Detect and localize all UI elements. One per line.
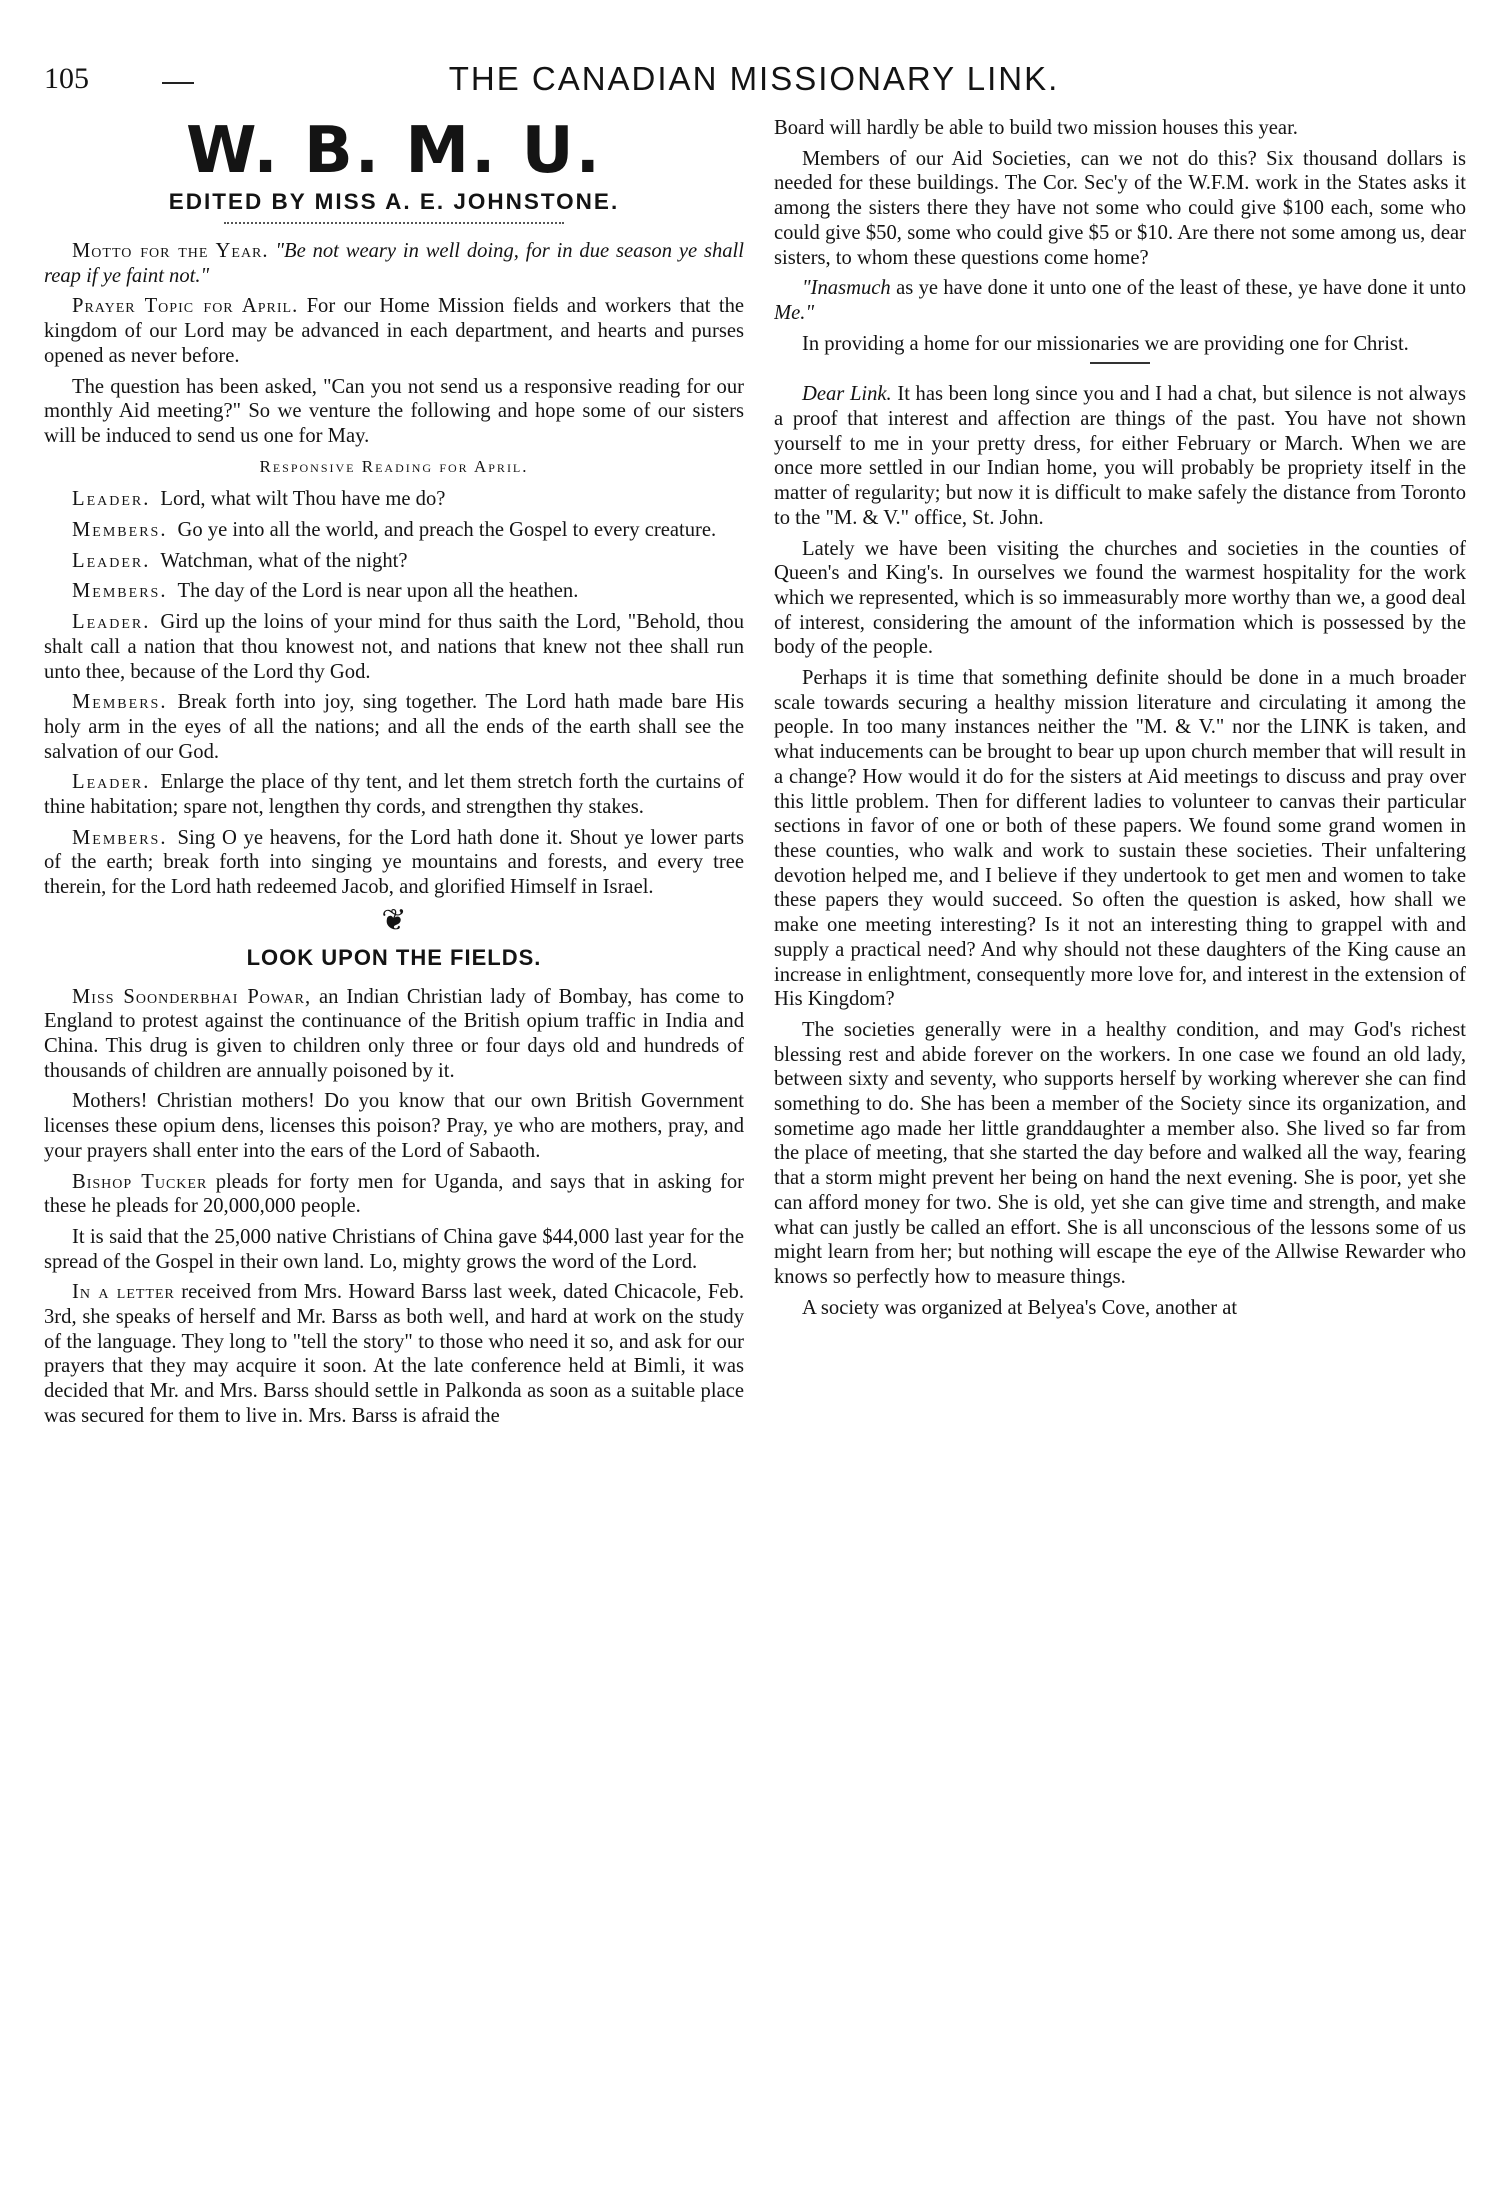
reading-text: Sing O ye heavens, for the Lord hath done it. Shout ye lower parts of the earth; break forth into singing ye mountains and forests, and every tree therein, for the Lord hath redeemed Jacob, and glorified Himself in Israel. bbox=[44, 826, 744, 899]
reading-line bbox=[44, 579, 744, 604]
journal-title: THE CANADIAN MISSIONARY LINK. bbox=[448, 60, 1060, 97]
prayer-label: Prayer Topic for April. bbox=[72, 295, 299, 318]
paragraph-text: It has been long since you and I had a chat, but silence is not always a proof that interest and affection are things of the past. You have not shown yourself to me in your pretty dress, for either February or March. When we are once more settled in our Indian home, you will probably be propriety itself in the matter of regularity; but now it is difficult to make safely the distance from Toronto to the "M. & V." office, St. John. bbox=[774, 383, 1466, 529]
letter-salutation: Dear Link. bbox=[802, 383, 892, 406]
scripture-paragraph bbox=[774, 276, 1466, 325]
reading-speaker: Leader. bbox=[72, 611, 151, 634]
motto-text: "Be not weary in well doing, for in due season ye shall reap if ye faint not." bbox=[44, 240, 744, 287]
reading-heading: Responsive Reading for April. bbox=[259, 456, 529, 476]
reading-speaker: Leader. bbox=[72, 771, 151, 794]
motto-paragraph bbox=[44, 239, 744, 288]
reading-line bbox=[44, 610, 744, 684]
fields-paragraph bbox=[44, 1170, 744, 1219]
fields-paragraph bbox=[44, 1280, 744, 1428]
lead-in: Bishop Tucker bbox=[72, 1170, 208, 1193]
fields-heading: LOOK UPON THE FIELDS. bbox=[246, 944, 542, 970]
editor-credit: EDITED BY MISS A. E. JOHNSTONE. bbox=[168, 189, 620, 214]
reading-line bbox=[44, 826, 744, 900]
reading-speaker: Members. bbox=[72, 580, 168, 603]
intro-paragraph: The question has been asked, "Can you not send us a responsive reading for our monthly Aid meeting?" So we venture the following and hope some of our sisters will be induced to send us one for May. bbox=[44, 375, 744, 447]
continued-paragraph: Board will hardly be able to build two mission houses this year. bbox=[774, 117, 1298, 139]
motto-label: Motto for the Year. bbox=[72, 240, 269, 262]
reading-text: The day of the Lord is near upon all the heathen. bbox=[177, 580, 579, 603]
reading-speaker: Leader. bbox=[72, 549, 151, 572]
fields-paragraph bbox=[44, 985, 744, 1084]
reading-line bbox=[44, 770, 744, 819]
left-column bbox=[44, 116, 744, 2156]
paragraph-text: an Indian Christian lady of Bombay, has come to England to protest against the continuance of the British opium traffic in India and China. This drug is given to children only three or four days old and hundreds of thousands of children are annually poisoned by it. bbox=[44, 985, 744, 1082]
lead-in: Miss Soonderbhai Powar, bbox=[72, 985, 312, 1008]
reading-text: Watchman, what of the night? bbox=[160, 549, 408, 572]
reading-text: Go ye into all the world, and preach the Gospel to every creature. bbox=[177, 519, 717, 542]
page-header bbox=[44, 60, 1464, 108]
lead-in: In a letter bbox=[72, 1281, 175, 1304]
reading-text: Break forth into joy, sing together. The Lord hath made bare His holy arm in the eyes of all the nations; and all the ends of the earth shall see the salvation of our God. bbox=[44, 691, 744, 763]
fields-paragraph: Mothers! Christian mothers! Do you know that our own British Government licenses these opium dens, licenses this poison? Pray, ye who are mothers, pray, and your prayers shall enter into the ears of the Lord of Sabaoth. bbox=[44, 1090, 744, 1162]
scripture-text: as ye have done it unto one of the least of these, ye have done it unto bbox=[896, 277, 1466, 300]
closing-paragraph: In providing a home for our missionaries we are providing one for Christ. bbox=[802, 332, 1409, 355]
fields-paragraph: It is said that the 25,000 native Christians of China gave $44,000 last year for the spread of the Gospel in their own land. Lo, mighty grows the word of the Lord. bbox=[44, 1225, 744, 1273]
reading-speaker: Members. bbox=[72, 691, 168, 714]
letter-paragraph: Lately we have been visiting the churches and societies in the counties of Queen's and King's. In ourselves we found the warmest hospitality for the work which we represented, which is so immeasurably more worthy than we, a good deal of interest, considering the amount of the information which is possessed by the body of the people. bbox=[774, 537, 1466, 659]
reading-text: Enlarge the place of thy tent, and let them stretch forth the curtains of thine habitation; spare not, lengthen thy cords, and strengthen thy stakes. bbox=[44, 771, 744, 819]
letter-paragraph bbox=[774, 382, 1466, 530]
ornament-icon: ❦ bbox=[381, 903, 407, 937]
reading-line bbox=[44, 690, 744, 764]
reading-line bbox=[44, 549, 744, 574]
reading-text: Gird up the loins of your mind for thus saith the Lord, "Behold, thou shalt call a nation that thou knowest not, and nations that knew not thee shall run unto thee, because of the Lord thy God. bbox=[44, 611, 744, 683]
appeal-paragraph: Members of our Aid Societies, can we not do this? Six thousand dollars is needed for these buildings. The Cor. Sec'y of the W.F.M. work in the States asks it among the sisters there they have not some who could give $100 each, some who could give $50, some who could give $5 or $10. Are there not some among us, dear sisters, to whom these questions come home? bbox=[774, 147, 1466, 269]
letter-paragraph: Perhaps it is time that something definite should be done in a much broader scale towards securing a healthy mission literature and circulating it among the people. In too many instances neither the "M. & V." nor the LINK is taken, and what inducements can be brought to bear up upon church member that will result in a change? How would it do for the sisters at Aid meetings to discuss and pray over this little problem. Then for different ladies to volunteer to canvas their particular sections in favor of one or both of these papers. We found some grand women in these counties, who walk and work to sustain these societies. Their unfaltering devotion helped me, and I believe if they undertook to get men and women to take these papers they would succeed. So often the question is asked, how shall we make one meeting interesting? Is it not an interesting thing to grappel with and supply a practical need? And why should not these daughters of the King cause an increase in enlightment, consequently more love for, and interest in the extension of His Kingdom? bbox=[774, 667, 1466, 1011]
divider bbox=[1090, 362, 1150, 364]
reading-line bbox=[44, 487, 744, 512]
divider bbox=[224, 222, 564, 225]
letter-paragraph: The societies generally were in a healthy condition, and may God's richest blessing rest and abide forever on the workers. In one case we found an old lady, between sixty and seventy, who supports herself by working wherever she can find something to do. She has been a member of the Society since its organization, and sometime ago made her little granddaughter a member also. She lived so far from the place of meeting, that she started the day before and walked all the way, fearing that a storm might prevent her being on hand the next evening. She is poor, yet she can afford money for two. She is old, yet she can give time and strength, and make what can justly be called an effort. She is all unconscious of the lessons some of us might learn from her; but nothing will escape the eye of the Allwise Rewarder who knows so perfectly how to measure things. bbox=[774, 1018, 1466, 1288]
paragraph-text: pleads for forty men for Uganda, and says that in asking for these he pleads for 20,000,000 people. bbox=[44, 1170, 744, 1218]
scripture-italic: "Inasmuch bbox=[802, 277, 891, 300]
page-number: 105 bbox=[44, 62, 89, 95]
reading-line bbox=[44, 518, 744, 543]
paragraph-text: received from Mrs. Howard Barss last week, dated Chicacole, Feb. 3rd, she speaks of herself and Mr. Barss as both well, and hard at work on the study of the language. They long to "tell the story" to those who need it so, and ask for our prayers that they may acquire it soon. At the late conference held at Bimli, it was decided that Mr. and Mrs. Barss should settle in Palkonda as soon as a suitable place was secured for them to live in. Mrs. Barss is afraid the bbox=[44, 1281, 744, 1427]
prayer-text: For our Home Mission fields and workers that the kingdom of our Lord may be advanced in each department, and hearts and purses opened as never before. bbox=[44, 295, 744, 367]
reading-speaker: Members. bbox=[72, 519, 168, 542]
letter-paragraph: A society was organized at Belyea's Cove, another at bbox=[802, 1296, 1238, 1319]
right-column bbox=[774, 116, 1466, 2156]
reading-speaker: Leader. bbox=[72, 488, 151, 511]
section-masthead: W. B. M. U. bbox=[186, 116, 602, 188]
prayer-paragraph bbox=[44, 294, 744, 368]
reading-speaker: Members. bbox=[72, 826, 168, 849]
reading-text: Lord, what wilt Thou have me do? bbox=[160, 488, 446, 511]
scripture-me: Me." bbox=[774, 301, 815, 324]
